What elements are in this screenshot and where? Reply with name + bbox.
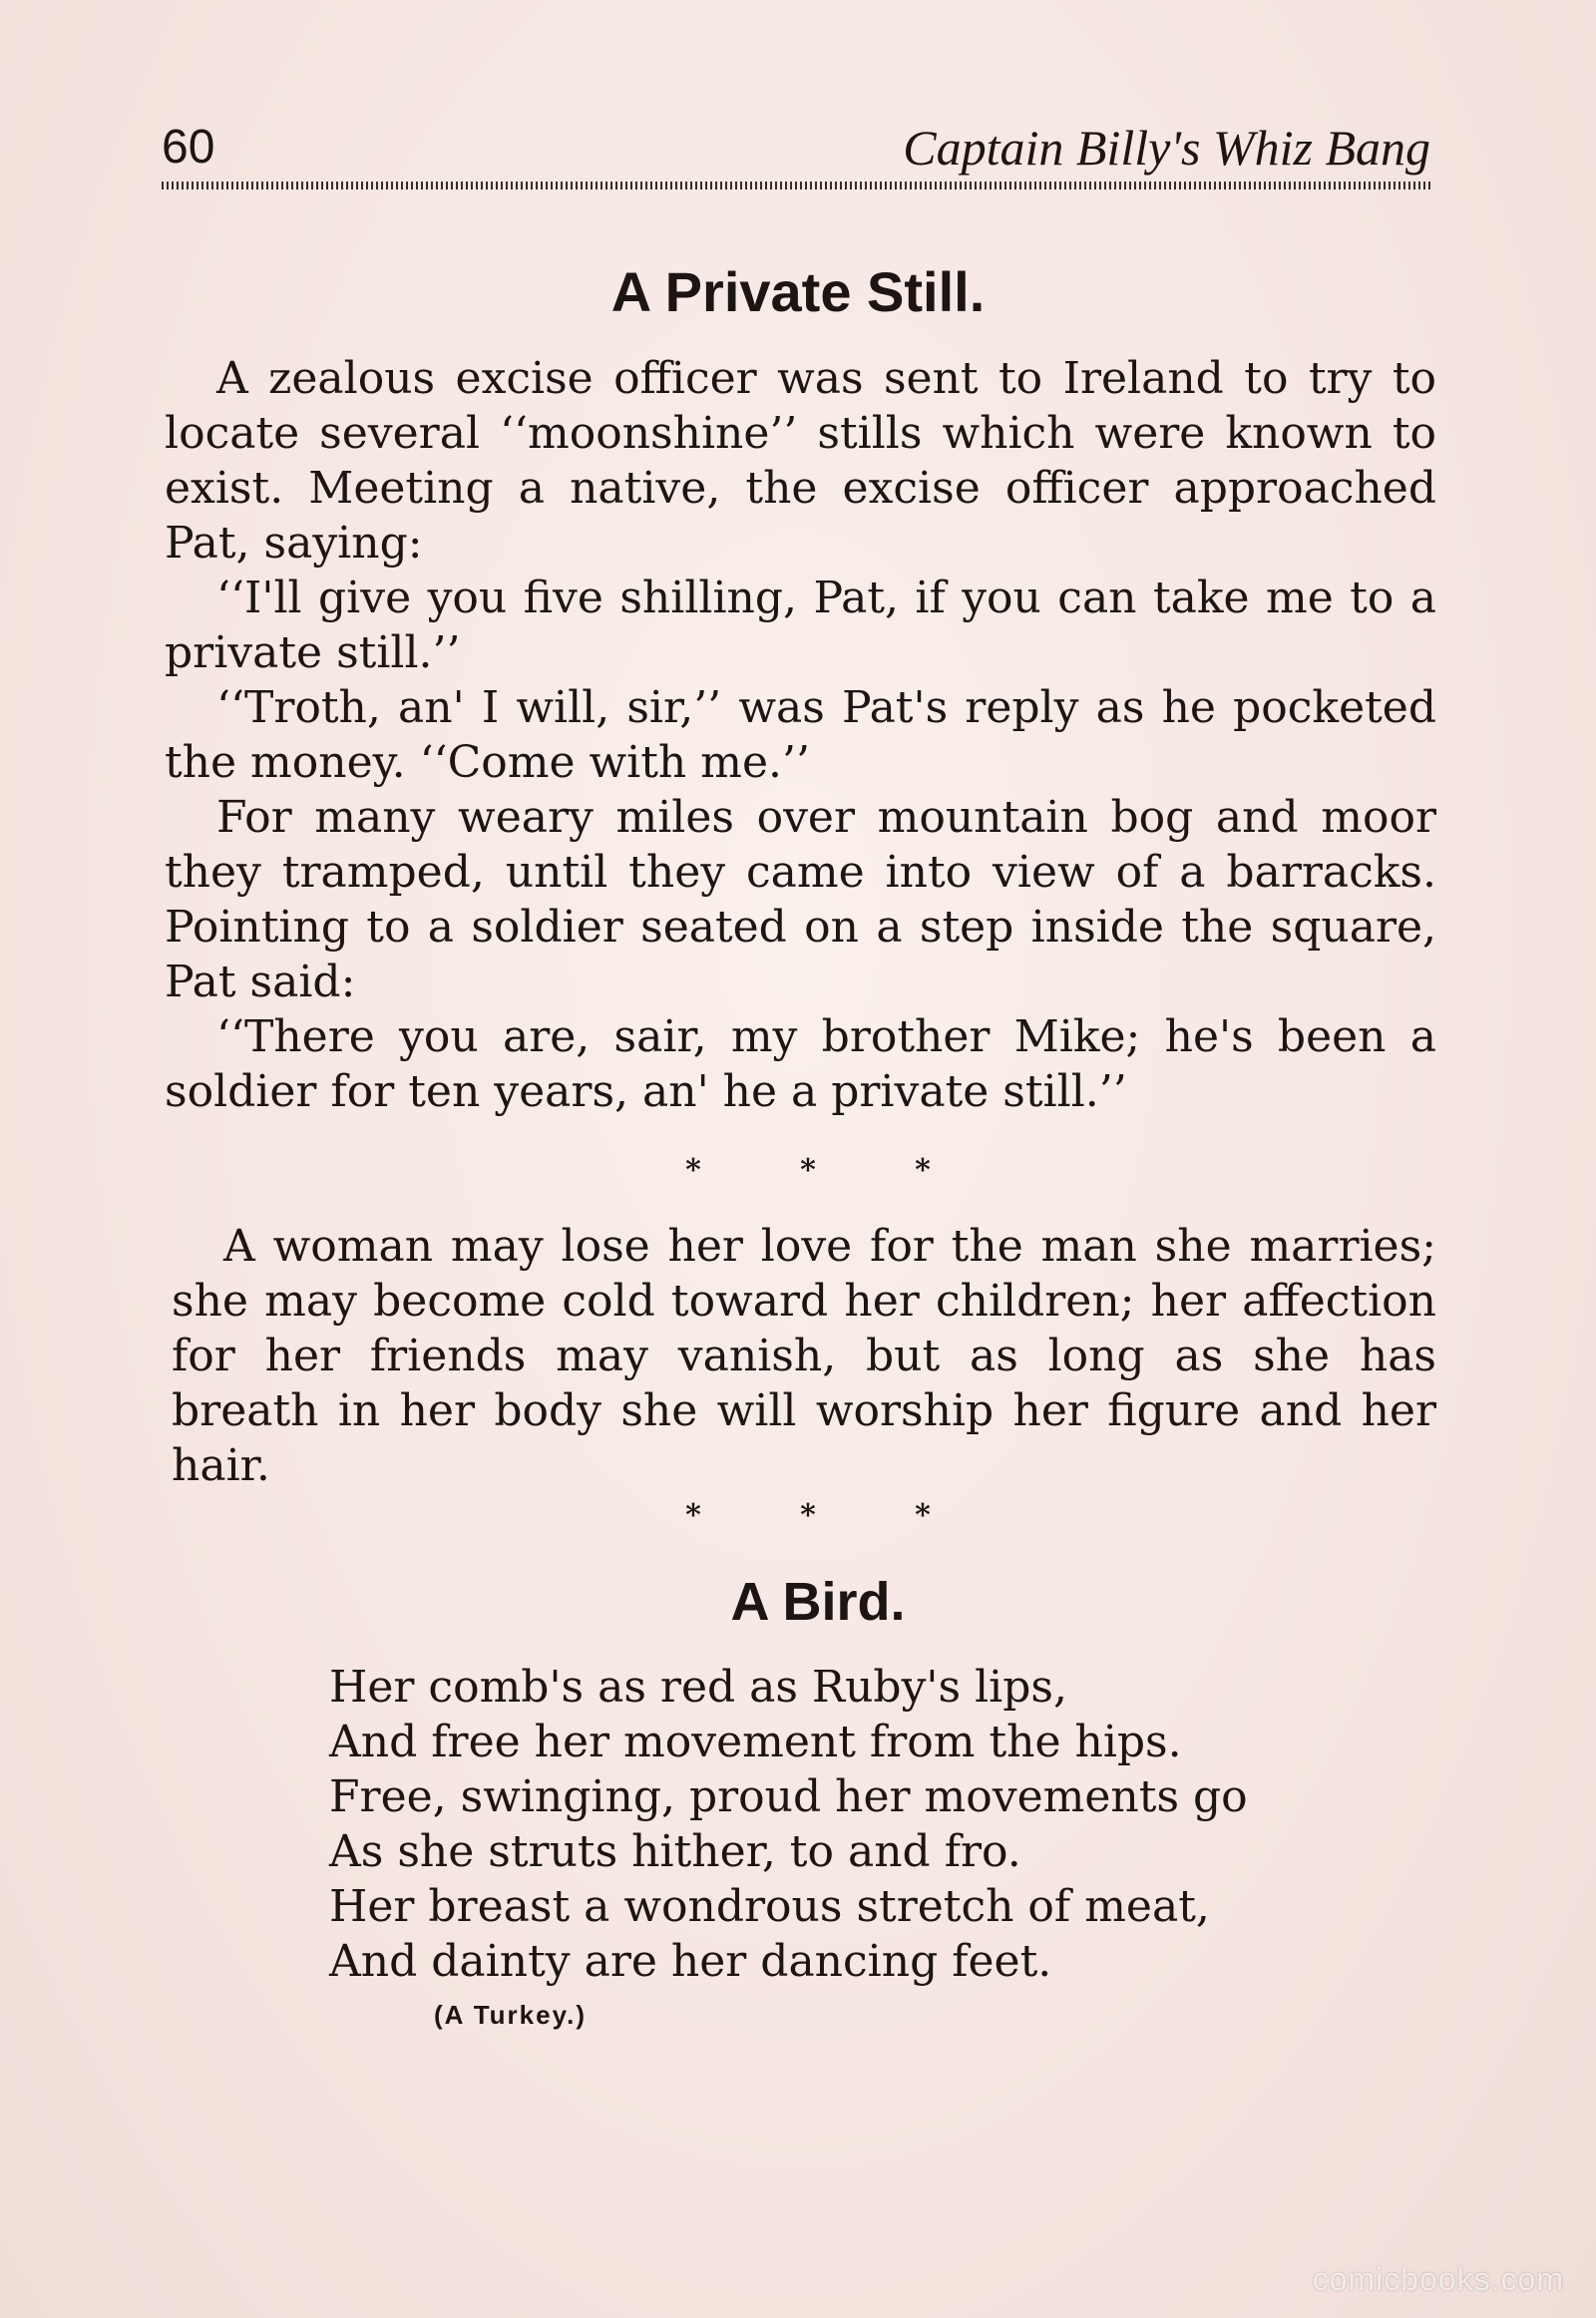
poem-line: And dainty are her dancing feet. bbox=[329, 1936, 1052, 1987]
page-number: 60 bbox=[162, 121, 215, 174]
poem-attribution: (A Turkey.) bbox=[434, 2000, 587, 2030]
source-watermark: comicbooks.com bbox=[1312, 2261, 1564, 2297]
separator-asterisk: * bbox=[915, 1498, 931, 1533]
poem bbox=[329, 1660, 1248, 1989]
poem-title: A Bird. bbox=[730, 1572, 906, 1632]
poem-line: Free, swinging, proud her movements go bbox=[329, 1771, 1248, 1822]
article-woman bbox=[172, 1219, 1436, 1493]
article-paragraph: ‘‘There you are, sair, my brother Mike; he's been a soldier for ten years, an' he a private still.’’ bbox=[165, 1011, 1436, 1117]
article-paragraph: A zealous excise officer was sent to Ireland to try to locate several ‘‘moonshine’’ stills which were known to exist. Meeting a native, the excise officer approached Pat, saying: bbox=[165, 353, 1436, 569]
article-paragraph: ‘‘Troth, an' I will, sir,’’ was Pat's reply as he pocketed the money. ‘‘Come with me.’’ bbox=[165, 682, 1436, 788]
page-header bbox=[162, 118, 1430, 188]
section-separator bbox=[678, 1153, 938, 1189]
running-title: Captain Billy's Whiz Bang bbox=[903, 120, 1430, 176]
article-title-private-still: A Private Still. bbox=[610, 260, 986, 323]
separator-asterisk: * bbox=[685, 1498, 701, 1533]
separator-asterisk: * bbox=[685, 1153, 701, 1188]
header-rule bbox=[162, 182, 1430, 190]
article-paragraph: ‘‘I'll give you five shilling, Pat, if you can take me to a private still.’’ bbox=[165, 573, 1436, 678]
separator-asterisk: * bbox=[800, 1498, 816, 1533]
poem-line: Her comb's as red as Ruby's lips, bbox=[329, 1662, 1067, 1713]
article-paragraph: For many weary miles over mountain bog and moor they tramped, until they came into view of a barracks. Pointing to a soldier seated on a step inside the square, Pat said: bbox=[165, 792, 1436, 1007]
article-paragraph: A woman may lose her love for the man she marries; she may become cold toward her children; her affection for her friends may vanish, but as long as she has breath in her body she will worship her figure and her hair. bbox=[172, 1221, 1436, 1491]
article-private-still bbox=[165, 351, 1436, 1119]
separator-asterisk: * bbox=[800, 1153, 816, 1188]
poem-line: As she struts hither, to and fro. bbox=[329, 1826, 1021, 1877]
section-separator bbox=[678, 1498, 938, 1534]
poem-line: Her breast a wondrous stretch of meat, bbox=[329, 1881, 1210, 1932]
poem-line: And free her movement from the hips. bbox=[329, 1717, 1182, 1767]
separator-asterisk: * bbox=[915, 1153, 931, 1188]
